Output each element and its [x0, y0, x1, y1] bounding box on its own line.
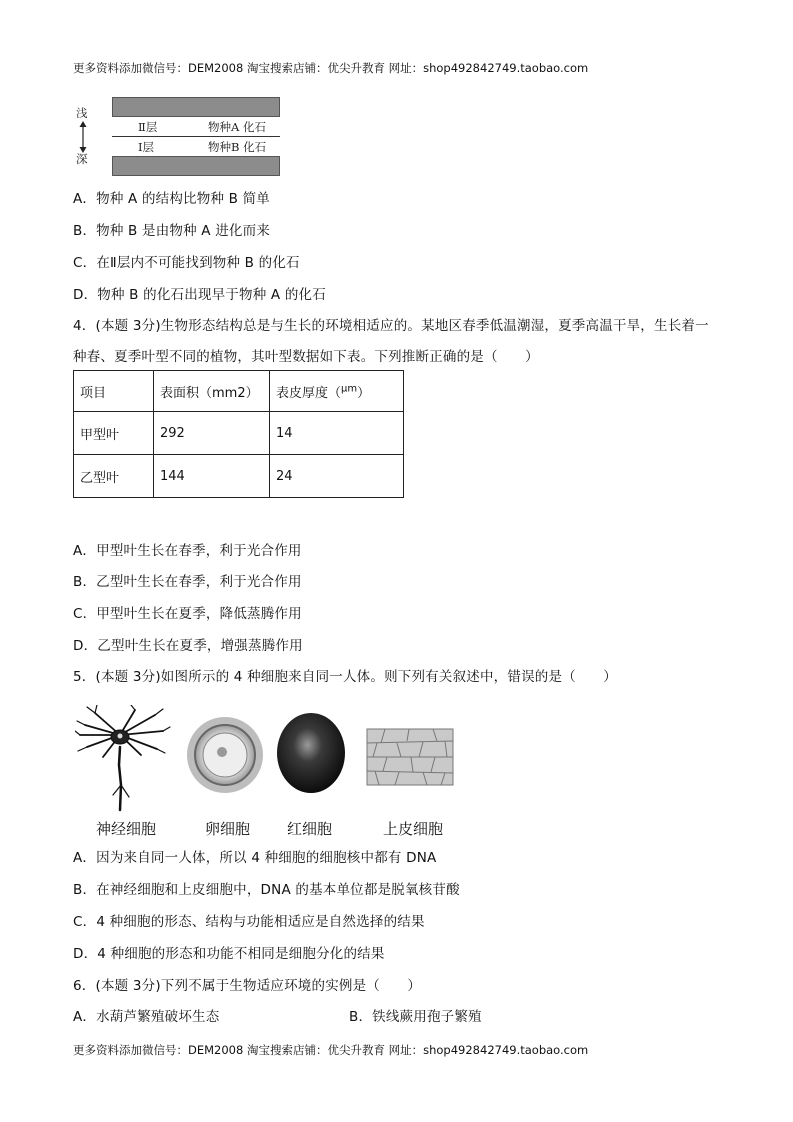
- q3-option-d: D．物种 B 的化石出现早于物种 A 的化石: [73, 287, 326, 303]
- red-blood-cell-icon: [277, 713, 345, 793]
- caption-neuron: 神经细胞: [96, 820, 157, 838]
- thickness-close: ）: [357, 385, 371, 401]
- layer1-fossil-label: 物种B 化石: [208, 140, 267, 154]
- caption-egg-cell: 卵细胞: [205, 820, 251, 838]
- table-cell: 292: [154, 412, 270, 455]
- neuron-cell-icon: [75, 705, 170, 810]
- table-cell: 14: [270, 412, 404, 455]
- q5-stem: 5．(本题 3分)如图所示的 4 种细胞来自同一人体。则下列有关叙述中，错误的是（ ）: [73, 669, 617, 685]
- q5-option-b: B．在神经细胞和上皮细胞中，DNA 的基本单位都是脱氧核苷酸: [73, 882, 460, 898]
- top-rock-layer: [112, 97, 280, 117]
- q6-option-a: A．水葫芦繁殖破坏生态: [73, 1009, 220, 1025]
- q4-option-a: A．甲型叶生长在春季，利于光合作用: [73, 543, 302, 559]
- cells-figure: [75, 705, 460, 817]
- q6-stem: 6．(本题 3分)下列不属于生物适应环境的实例是（ ）: [73, 978, 422, 994]
- q6-option-b: B．铁线蕨用孢子繁殖: [349, 1009, 482, 1025]
- table-header-cell: [270, 371, 404, 412]
- table-cell: 144: [154, 455, 270, 498]
- strata-figure: [70, 95, 285, 180]
- q4-option-d: D．乙型叶生长在夏季，增强蒸腾作用: [73, 638, 303, 654]
- table-row: [74, 455, 404, 498]
- q5-option-a: A．因为来自同一人体，所以 4 种细胞的细胞核中都有 DNA: [73, 850, 437, 866]
- deep-label: 深: [76, 152, 88, 166]
- q5-option-c: C．4 种细胞的形态、结构与功能相适应是自然选择的结果: [73, 914, 425, 930]
- thickness-label: 表皮厚度（: [276, 385, 342, 401]
- q4-stem-line1: 4．(本题 3分)生物形态结构总是与生长的环境相适应的。某地区春季低温潮湿，夏季高温干旱，生长着一: [73, 318, 709, 334]
- caption-epithelial-cell: 上皮细胞: [383, 820, 444, 838]
- table-row: [74, 412, 404, 455]
- epithelial-cell-icon: [367, 729, 453, 785]
- egg-cell-icon: [187, 717, 263, 793]
- table-header-row: [74, 371, 404, 412]
- table-cell: 甲型叶: [74, 412, 154, 455]
- table-cell: 24: [270, 455, 404, 498]
- q4-option-c: C．甲型叶生长在夏季，降低蒸腾作用: [73, 606, 302, 622]
- table-cell: 乙型叶: [74, 455, 154, 498]
- layer1-label: Ⅰ层: [138, 140, 155, 154]
- page-header: 更多资料添加微信号：DEM2008 淘宝搜索店铺：优尖升教育 网址：shop492842749.taobao.com: [73, 61, 589, 75]
- page-footer: 更多资料添加微信号：DEM2008 淘宝搜索店铺：优尖升教育 网址：shop492842749.taobao.com: [73, 1043, 589, 1057]
- micrometer-unit: μm: [341, 383, 358, 395]
- shallow-label: 浅: [76, 106, 88, 120]
- bottom-rock-layer: [112, 156, 280, 176]
- caption-red-blood-cell: 红细胞: [287, 820, 333, 838]
- depth-arrow-icon: [78, 121, 88, 153]
- table-header-cell: 表面积（mm2）: [154, 371, 270, 412]
- layer2-label: Ⅱ层: [138, 120, 158, 134]
- q4-stem-line2: 种春、夏季叶型不同的植物，其叶型数据如下表。下列推断正确的是（ ）: [73, 349, 539, 365]
- q3-option-c: C．在Ⅱ层内不可能找到物种 B 的化石: [73, 255, 300, 271]
- table-header-cell: 项目: [74, 371, 154, 412]
- q3-option-b: B．物种 B 是由物种 A 进化而来: [73, 223, 271, 239]
- q5-option-d: D．4 种细胞的形态和功能不相同是细胞分化的结果: [73, 946, 385, 962]
- layer2-fossil-label: 物种A 化石: [208, 120, 266, 134]
- layer-divider: [112, 136, 280, 137]
- q4-option-b: B．乙型叶生长在春季，利于光合作用: [73, 574, 302, 590]
- leaf-data-table: [73, 370, 404, 498]
- q3-option-a: A．物种 A 的结构比物种 B 简单: [73, 191, 270, 207]
